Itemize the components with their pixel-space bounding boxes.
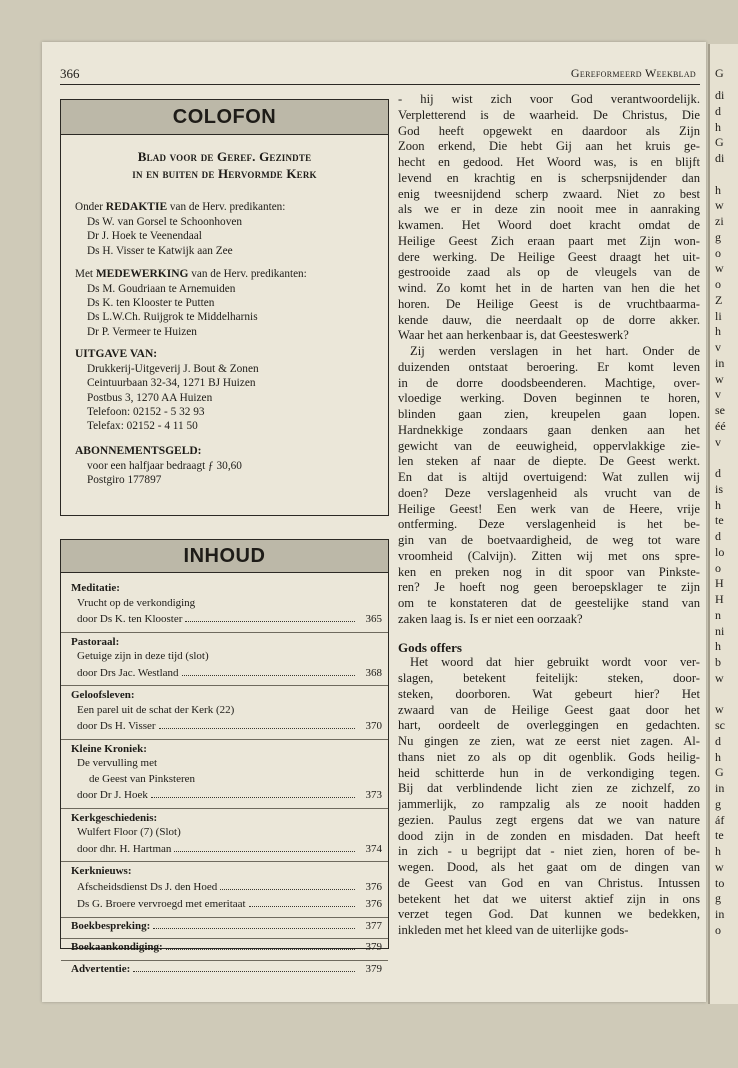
publisher-line: Ceintuurbaan 32-34, 1271 BJ Huizen xyxy=(87,377,256,390)
dot-leader xyxy=(174,851,355,852)
toc-title: Afscheidsdienst Ds J. den Hoed xyxy=(77,880,218,893)
toc-category: Kerknieuws: xyxy=(71,865,132,877)
toc-category: Pastoraal: xyxy=(71,635,120,648)
article-line: gin van de boetvaardigheid, de weg tot ware xyxy=(398,533,700,547)
adjacent-page-text: is xyxy=(715,481,724,496)
article-line: dood zijn in de zonden en misdaden. Dat heeft xyxy=(398,828,700,843)
medewerking-label: Met MEDEWERKING van de Herv. predikanten: xyxy=(75,267,307,280)
toc-entry[interactable] xyxy=(77,665,382,683)
toc-entry[interactable] xyxy=(77,611,382,629)
dot-leader xyxy=(133,971,355,972)
toc-entry[interactable] xyxy=(77,718,382,736)
article-line: hecht en gedood. Het Woord was, is en blijft xyxy=(398,155,700,169)
adjacent-page-text: d xyxy=(715,529,721,543)
toc-page: 374 xyxy=(365,842,382,855)
article-line: ontferming. Deze verslagenheid is het be- xyxy=(398,517,700,532)
adjacent-page-text: ni xyxy=(715,623,725,638)
article-line: hart, oordeelt de overleggingen en gedachten. xyxy=(398,718,700,733)
adjacent-page-text: o xyxy=(715,560,721,575)
article-line: blinden gaan zien, kreupelen gaan lopen. xyxy=(398,407,700,421)
dot-leader xyxy=(166,949,355,950)
dot-leader xyxy=(151,797,355,798)
running-head: Gereformeerd Weekblad xyxy=(570,66,696,80)
adjacent-page-text: G xyxy=(715,135,724,150)
article-line: zwaard van de Heilige Geest gaat door het xyxy=(398,702,700,717)
article-line: de Geest van God en van Christus. Intussen xyxy=(398,875,700,890)
adjacent-page-text: w xyxy=(715,670,724,685)
adjacent-page-text: w xyxy=(715,198,724,213)
article-line: ken en preken nog in dit spoor van Pinkste- xyxy=(398,564,700,579)
toc-entry[interactable] xyxy=(71,939,382,957)
article-line: Verpletterend is de waarheid. De Christus, Die xyxy=(398,107,700,122)
adjacent-page-text: w xyxy=(715,702,724,717)
colofon-subtitle xyxy=(61,148,388,182)
adjacent-page-text: li xyxy=(715,308,722,323)
redactie-names xyxy=(75,215,388,258)
adjacent-page-text: o xyxy=(715,922,721,937)
article-line: thans niet zo als op dit ogenblik. Gods heilig- xyxy=(398,749,700,764)
toc-separator xyxy=(61,632,388,633)
abonnement-section xyxy=(75,443,388,488)
toc-title: Ds G. Broere vervroegd met emeritaat xyxy=(77,898,246,910)
toc-entry[interactable] xyxy=(77,879,382,897)
toc-author: door Drs Jac. Westland xyxy=(77,666,179,679)
adjacent-page-text: sc xyxy=(715,718,725,732)
adjacent-page-text: h xyxy=(715,497,721,512)
article-paragraphs xyxy=(398,92,700,628)
toc-page: 368 xyxy=(365,666,382,679)
article-line: betekent het dat we uiterst aktief zijn in ons xyxy=(398,891,700,906)
toc-page: 376 xyxy=(365,880,382,893)
article-line: dere werking. De Heilige Geest draagt het uit- xyxy=(398,249,700,264)
header-rule xyxy=(60,84,700,85)
adjacent-page-fragment xyxy=(708,44,738,1004)
toc-title: Een parel uit de schat der Kerk (22) xyxy=(77,703,235,716)
adjacent-page-text: g xyxy=(715,229,721,244)
medewerking-names xyxy=(75,282,388,339)
redactie-label: Onder REDAKTIE van de Herv. predikanten: xyxy=(75,201,286,213)
article-line: ren? Je hoeft nog geen beroepsklager te zijn xyxy=(398,580,700,595)
toc-page: 376 xyxy=(365,898,382,910)
article-line: slagen, betekent feitelijk: steken, door- xyxy=(398,671,700,685)
adjacent-page-text: H xyxy=(715,592,724,606)
redactie-section xyxy=(75,199,388,258)
article-line: Heilige Geest! Een werk van de Heere, vrije xyxy=(398,501,700,516)
adjacent-page-text: se xyxy=(715,403,725,417)
uitgave-label: UITGAVE VAN: xyxy=(75,348,158,361)
editor-name: Ds H. Visser te Katwijk aan Zee xyxy=(87,244,233,257)
dot-leader xyxy=(220,889,355,890)
article-heading: Gods offers xyxy=(398,639,462,655)
contributor-name: Ds M. Goudriaan te Arnemuiden xyxy=(87,282,236,295)
adjacent-running-head: G xyxy=(715,66,724,80)
adjacent-page-text: h xyxy=(715,182,721,197)
publisher-line: Telefax: 02152 - 4 11 50 xyxy=(87,420,198,433)
publisher-details xyxy=(75,362,388,433)
toc-page: 377 xyxy=(365,919,382,932)
adjacent-page-text: G xyxy=(715,765,724,780)
article-line: in de dorre doodsbeenderen. Machtige, over- xyxy=(398,375,700,390)
toc-category: Boekaankondiging: xyxy=(71,941,163,953)
adjacent-page-text: to xyxy=(715,875,725,890)
toc-separator xyxy=(61,861,388,862)
table-of-contents xyxy=(61,573,388,978)
toc-title: Getuige zijn in deze tijd (slot) xyxy=(77,650,209,662)
article-line: Zoon erkend, Die hebt Gij aan het kruis ge- xyxy=(398,139,700,154)
magazine-page xyxy=(42,42,706,1002)
toc-separator xyxy=(61,808,388,809)
toc-title: Wulfert Floor (7) (Slot) xyxy=(77,826,181,838)
article-line: kwamen. Het Woord doet kracht omdat de xyxy=(398,218,700,232)
toc-title: De vervulling met xyxy=(77,757,158,769)
uitgave-section xyxy=(75,346,388,433)
toc-category: Advertentie: xyxy=(71,962,131,975)
toc-entry[interactable] xyxy=(77,787,382,805)
adjacent-page-text: d xyxy=(715,103,721,118)
publisher-line: Postbus 3, 1270 AA Huizen xyxy=(87,391,213,404)
adjacent-page-text: di xyxy=(715,88,725,102)
adjacent-page-text: w xyxy=(715,261,724,276)
subscription-line: voor een halfjaar bedraagt ƒ 30,60 xyxy=(87,459,242,472)
toc-category: Kleine Kroniek: xyxy=(71,742,147,755)
article-line: En dat is altijd overtuigend: Wat zullen wij xyxy=(398,470,700,484)
adjacent-page-text: zi xyxy=(715,214,724,228)
adjacent-page-text: di xyxy=(715,151,725,165)
adjacent-page-text: áf xyxy=(715,812,725,827)
toc-title: de Geest van Pinksteren xyxy=(89,772,195,785)
adjacent-page-text: in xyxy=(715,781,725,795)
toc-category: Geloofsleven: xyxy=(71,689,135,701)
adjacent-page-text: te xyxy=(715,828,724,843)
article-line: steken, doorboren. Wat gebeurt hier? Het xyxy=(398,686,700,701)
adjacent-page-text: Z xyxy=(715,292,723,307)
article-line: verzet tegen God. Dat kunnen we bedekken, xyxy=(398,907,700,922)
adjacent-page-text: éé xyxy=(715,418,726,433)
medewerking-section xyxy=(75,266,388,339)
toc-category: Meditatie: xyxy=(71,582,120,594)
article-line: gezien. Paulus zegt ergens dat we van nature xyxy=(398,812,700,827)
article-line: horen. De Heilige Geest is de vruchtbaarma- xyxy=(398,296,700,311)
toc-separator xyxy=(61,739,388,740)
adjacent-page-text: w xyxy=(715,371,724,386)
article-line: Nu gingen ze zien, wat ze eerst niet zagen. Al- xyxy=(398,734,700,748)
article-line: jammerlijk, zo rampzalig als ze nooit hadden xyxy=(398,797,700,811)
publisher-line: Telefoon: 02152 - 5 32 93 xyxy=(87,405,205,418)
abonnement-label: ABONNEMENTSGELD: xyxy=(75,444,202,457)
adjacent-page-text: h xyxy=(715,749,721,764)
article-line: levend en krachtig en is scherpsnijdender dan xyxy=(398,170,700,185)
article-line: vroomheid (Calvijn). Zitten wij met ons spre- xyxy=(398,548,700,563)
subscription-line: Postgiro 177897 xyxy=(87,473,162,486)
article-line: enig tweesnijdend scherp zwaard. Niet zo best xyxy=(398,186,700,201)
toc-page: 365 xyxy=(365,613,382,625)
inhoud-title: INHOUD xyxy=(61,540,388,573)
toc-page: 379 xyxy=(365,962,382,975)
dot-leader xyxy=(182,675,355,676)
article-line: Bij dat verblindende licht zien ze zichzelf, zo xyxy=(398,781,700,796)
article-line: kende dauw, die neerdaalt op de dorre akker. xyxy=(398,312,700,327)
article-line: gestrooide zaad als op de vleugels van de xyxy=(398,265,700,280)
adjacent-page-text: in xyxy=(715,355,725,370)
toc-separator xyxy=(61,685,388,686)
adjacent-page-text: b xyxy=(715,655,721,669)
adjacent-page-text: v xyxy=(715,434,721,449)
adjacent-page-text: H xyxy=(715,576,724,591)
adjacent-page-text: h xyxy=(715,639,721,654)
dot-leader xyxy=(159,728,355,729)
toc-page: 373 xyxy=(365,789,382,801)
adjacent-page-text: te xyxy=(715,513,724,528)
article-line: om te konstateren dat de geestelijke stand van xyxy=(398,596,700,610)
colofon-box xyxy=(60,99,389,516)
adjacent-page-text: in xyxy=(715,907,725,921)
editor-name: Dr J. Hoek te Veenendaal xyxy=(87,230,202,243)
publisher-line: Drukkerij-Uitgeverij J. Bout & Zonen xyxy=(87,363,259,376)
article-line: doen? Deze verslagenheid als vrucht van de xyxy=(398,485,700,500)
article-line: inkleden met het kleed van de uiterlijke gods- xyxy=(398,923,629,937)
toc-entry[interactable] xyxy=(77,841,382,859)
adjacent-page-text: g xyxy=(715,796,721,811)
article-line: vloedige werking. Doven beginnen te horen, xyxy=(398,391,700,406)
colofon-title: COLOFON xyxy=(61,100,388,135)
adjacent-page-text: d xyxy=(715,733,721,748)
article-column xyxy=(398,92,700,939)
toc-author: door Ds H. Visser xyxy=(77,720,156,732)
contributor-name: Ds K. ten Klooster te Putten xyxy=(87,297,215,310)
article-line: Het woord dat hier gebruikt wordt voor ver- xyxy=(410,655,700,670)
inhoud-box xyxy=(60,539,389,975)
toc-page: 379 xyxy=(365,941,382,953)
toc-entry[interactable] xyxy=(77,896,382,914)
dot-leader xyxy=(185,621,355,622)
article-line: als we er in deze zin nooit mee in aanraking xyxy=(398,202,700,217)
article-line: Waar het aan herkenbaar is, dat Geesteswerk? xyxy=(398,328,629,343)
article-line: Heilige Geest Zich eraan paart met Zijn won- xyxy=(398,233,700,248)
adjacent-page-text: v xyxy=(715,340,721,354)
toc-author: door Dr J. Hoek xyxy=(77,789,148,801)
adjacent-page-text: o xyxy=(715,277,721,291)
adjacent-page-text: h xyxy=(715,324,721,339)
article-line: Zij werden verslagen in het hart. Onder de xyxy=(410,344,700,358)
adjacent-page-text: lo xyxy=(715,544,725,559)
article-line: len steken af naar de diepte. De Geest werkt. xyxy=(398,454,700,469)
adjacent-page-text: n xyxy=(715,607,721,622)
toc-category: Boekbespreking: xyxy=(71,919,151,932)
adjacent-page-text: v xyxy=(715,387,721,402)
toc-author: door dhr. H. Hartman xyxy=(77,842,172,855)
article-line: in zich - u begrijpt dat - niet zien, horen of be- xyxy=(398,844,700,859)
adjacent-page-text: w xyxy=(715,859,724,874)
editor-name: Ds W. van Gorsel te Schoonhoven xyxy=(87,216,243,228)
toc-title: Vrucht op de verkondiging xyxy=(77,596,196,609)
subscription-details xyxy=(75,459,388,488)
article-paragraphs xyxy=(398,655,700,939)
article-line: gewicht van de eeuwigheid, oppervlakkige zie- xyxy=(398,438,700,453)
article-line: wegen. Dood, als het gaat om de dingen van xyxy=(398,860,700,874)
article-line: wind. Zo komt het in de harten van hen die het xyxy=(398,281,700,295)
toc-entry[interactable] xyxy=(71,918,382,936)
contributor-name: Dr P. Vermeer te Huizen xyxy=(87,325,197,338)
article-line: heid schitterde hun in de verkondiging tegen. xyxy=(398,765,700,780)
article-line: - hij wist zich voor God verantwoordelijk. xyxy=(398,92,700,106)
page-number: 366 xyxy=(60,66,80,81)
contributor-name: Ds L.W.Ch. Ruijgrok te Middelharnis xyxy=(87,311,258,324)
article-line: God heeft opgewekt en daardoor als Zijn xyxy=(398,123,700,138)
adjacent-page-text: o xyxy=(715,245,721,260)
subtitle-line: in en buiten de Hervormde Kerk xyxy=(132,166,317,181)
toc-page: 370 xyxy=(365,720,382,732)
adjacent-page-text: d xyxy=(715,466,721,480)
subtitle-line: Blad voor de Geref. Gezindte xyxy=(137,149,312,164)
adjacent-page-text: h xyxy=(715,844,721,858)
toc-category: Kerkgeschiedenis: xyxy=(71,811,158,824)
toc-author: door Ds K. ten Klooster xyxy=(77,613,183,625)
article-line: zaken laag is. Is er niet een oorzaak? xyxy=(398,611,583,626)
dot-leader xyxy=(249,906,355,907)
toc-entry[interactable] xyxy=(71,961,382,979)
article-line: duizenden ontstaat beroering. Er komt leven xyxy=(398,359,700,374)
article-line: Hardnekkige zondaars gaan denken aan het xyxy=(398,422,700,437)
adjacent-page-text: g xyxy=(715,891,721,906)
adjacent-page-text: h xyxy=(715,119,721,134)
dot-leader xyxy=(153,928,355,929)
